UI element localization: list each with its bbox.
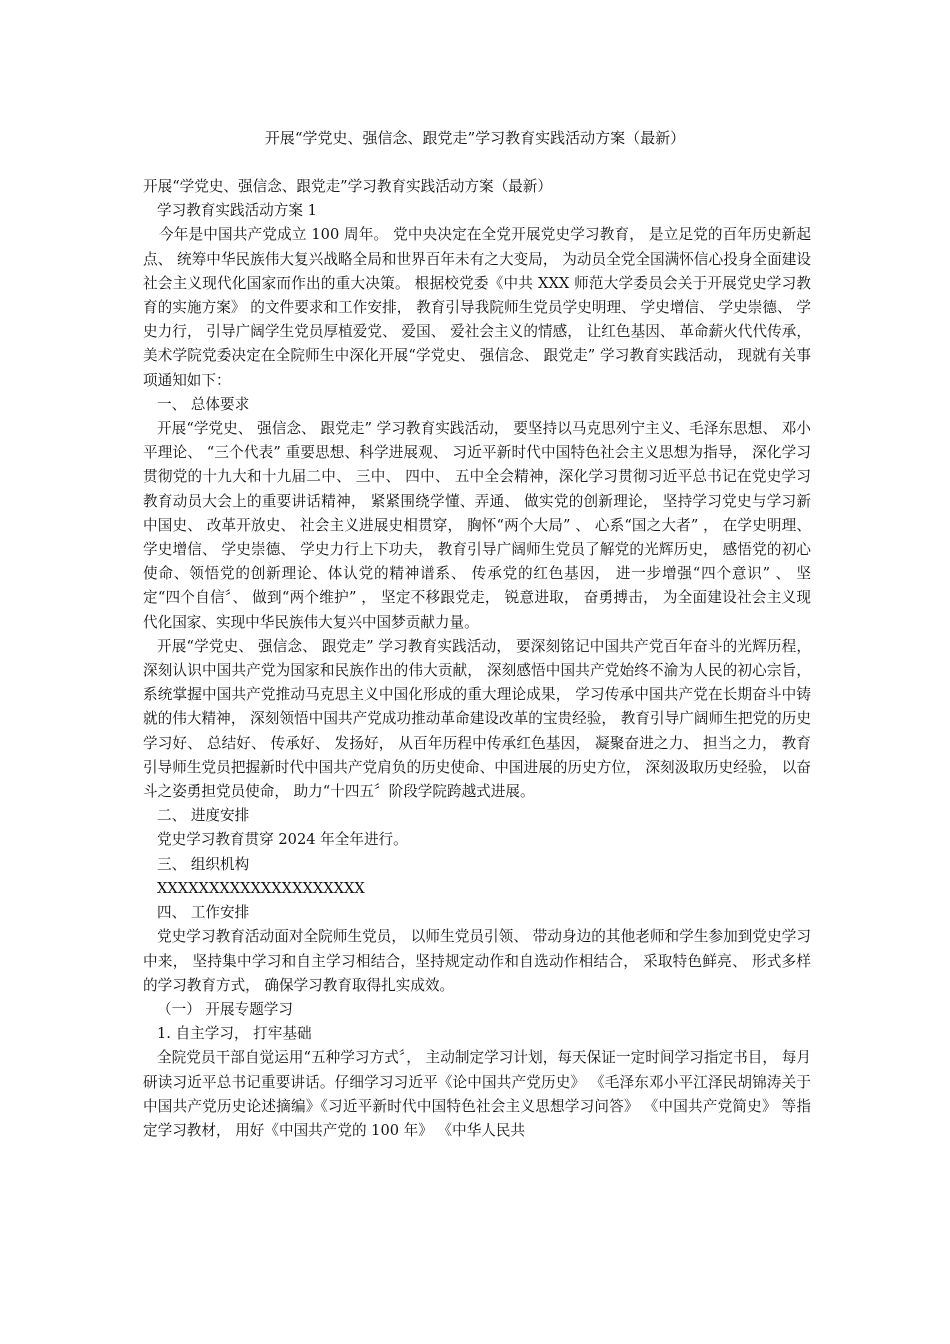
subsection-heading-1: （一） 开展专题学习: [157, 1000, 293, 1018]
section-1-paragraph-2: 开展“学党史、 强信念、 跟党走” 学习教育实践活动， 要深刻铭记中国共产党百年奋斗的光辉历程， 深刻认识中国共产党为国家和民族作出的伟大贡献， 深刻感悟中国共产党始终不渝为人民的初心宗旨，系统掌握中国共产党推动马克思主义中国化形成的重大理论成果， 学习传承中国共产党在长期奋斗中铸就的伟大精神， 深刻领悟中国共产党成功推动革命建设改革的宝贵经验， 教育引导广阔师生把党的历史学习好、 总结好、 传承好、 发扬好， 从百年历程中传承红色基因， 凝聚奋进之力、 担当之力， 教育引导师生党员把握新时代中国共产党肩负的历史使命、中国进展的历史方位， 深刻汲取历史经验， 以奋斗之姿勇担党员使命， 助力“十四五〞阶段学院跨越式进展。: [143, 637, 811, 801]
section-2-paragraph-1: 党史学习教育贯穿 2024 年全年进行。: [157, 831, 408, 849]
section-heading-4: 四、 工作安排: [157, 904, 250, 922]
document-title: 开展“学党史、强信念、跟党走”学习教育实践活动方案（最新）: [143, 178, 552, 195]
section-3-paragraph-1: XXXXXXXXXXXXXXXXXXXX: [157, 879, 365, 897]
section-heading-3: 三、 组织机构: [157, 855, 250, 873]
document-body: [143, 175, 811, 1143]
section-1-paragraph-1: 开展“学党史、 强信念、 跟党走” 学习教育实践活动， 要坚持以马克思列宁主义、毛泽东思想、 邓小平理论、 “三个代表” 重要思想、科学进展观、 习近平新时代中国特色社会主义思想为指导， 深化学习贯彻党的十九大和十九届二中、 三中、 四中、 五中全会精神，深化学习贯彻习近平总书记在党史学习教育动员大会上的重要讲话精神， 紧紧围绕学懂、弄通、 做实党的创新理论， 坚持学习党史与学习新中国史、 改革开放史、 社会主义进展史相贯穿， 胸怀“两个大局” 、 心系“国之大者” ， 在学史明理、 学史增信、 学史崇德、 学史力行上下功夫， 教育引导广阔师生党员了解党的光辉历史， 感悟党的初心使命、领悟党的创新理论、体认党的精神谱系、 传承党的红色基因， 进一步增强“四个意识” 、 坚定“四个自信〞、 做到“两个维护” ， 坚定不移跟党走， 锐意进取， 奋勇搏击， 为全面建设社会主义现代化国家、实现中华民族伟大复兴中国梦贡献力量。: [143, 420, 811, 631]
item-1-paragraph-1: 全院党员干部自觉运用“五种学习方式〞， 主动制定学习计划，每天保证一定时间学习指定书目， 每月 研读习近平总书记重要讲话。仔细学习习近平《论中国共产党历史》 《毛泽东邓小平江泽民胡锦涛关于中国共产党历史论述摘编》《习近平新时代中国特色社会主义思想学习问答》 《中国共产党简史》 等指定学习教材， 用好《中国共产党的 100 年》 《中华人民共: [143, 1049, 811, 1139]
section-4-paragraph-1: 党史学习教育活动面对全院师生党员， 以师生党员引领、 带动身边的其他老师和学生参加到党史学习中来， 坚持集中学习和自主学习相结合，坚持规定动作和自选动作相结合， 采取特色鲜亮、 形式多样的学习教育方式， 确保学习教育取得扎实成效。: [143, 928, 811, 994]
item-heading-1: 1. 自主学习， 打牢基础: [157, 1025, 312, 1043]
intro-paragraph: 今年是中国共产党成立 100 周年。 党中央决定在全党开展党史学习教育， 是立足党的百年历史新起点、 统筹中华民族伟大复兴战略全局和世界百年未有之大变局， 为动员全党全国满怀信心投身全面建设社会主义现代化国家而作出的重大决策。 根据校党委《中共 XXX 师范大学委员会关于开展党史学习教育的实施方案》 的文件要求和工作安排， 教育引导我院师生党员学史明理、 学史增信、 学史崇德、 学史力行， 引导广阔学生党员厚植爱党、 爱国、 爱社会主义的情感， 让红色基因、 革命薪火代代传承， 美术学院党委决定在全院师生中深化开展“学党史、 强信念、 跟党走” 学习教育实践活动， 现就有关事项通知如下：: [143, 226, 811, 389]
section-heading-2: 二、 进度安排: [157, 807, 250, 825]
page-header-title: 开展“学党史、强信念、跟党走”学习教育实践活动方案（最新）: [264, 129, 686, 147]
section-heading-1: 一、 总体要求: [157, 395, 250, 413]
document-subtitle: 学习教育实践活动方案 1: [157, 202, 317, 220]
